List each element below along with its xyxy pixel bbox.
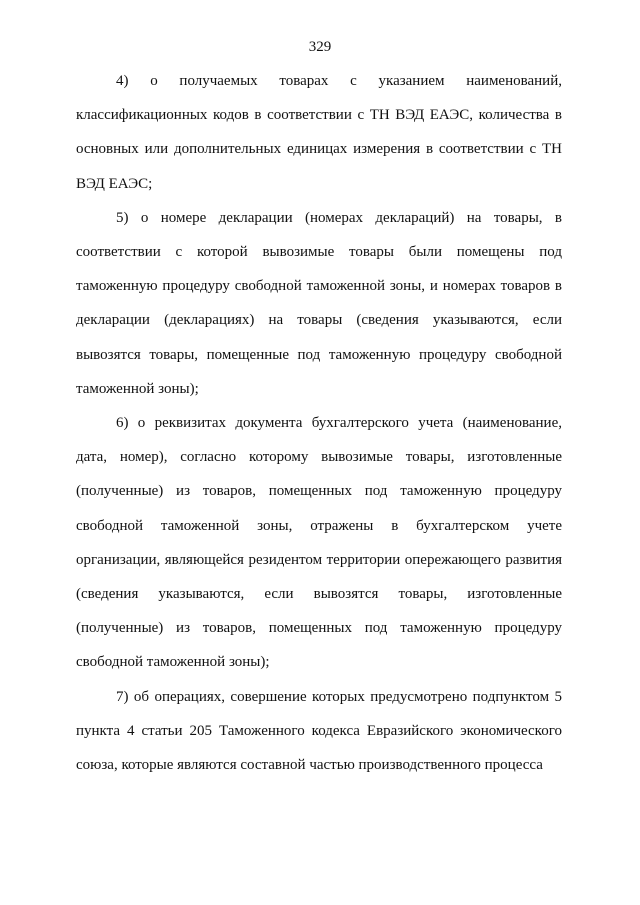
paragraph-item-5: 5) о номере декларации (номерах деклараций) на товары, в соответствии с которой вывозимые товары были помещены под таможенную процедуру свободной таможенной зоны, и номерах товаров в декларации (декларациях) на товары (сведения указываются, если вывозятся товары, помещенные под таможенную процедуру свободной таможенной зоны); (76, 209, 562, 397)
paragraph-item-4: 4) о получаемых товарах с указанием наименований, классификационных кодов в соответствии с ТН ВЭД ЕАЭС, количества в основных или дополнительных единицах измерения в соответствии с ТН ВЭД ЕАЭС; (76, 73, 562, 192)
page-number: 329 (308, 39, 332, 55)
paragraph-item-6: 6) о реквизитах документа бухгалтерского учета (наименование, дата, номер), согласно которому вывозимые товары, изготовленные (полученные) из товаров, помещенных под таможенную процедуру свободной таможенной зоны, отражены в бухгалтерском учете организации, являющейся резидентом территории опережающего развития (сведения указываются, если вывозятся товары, изготовленные (полученные) из товаров, помещенных под таможенную процедуру свободной таможенной зоны); (76, 415, 562, 671)
document-body (76, 64, 562, 782)
paragraph-item-7: 7) об операциях, совершение которых предусмотрено подпунктом 5 пункта 4 статьи 205 Таможенного кодекса Евразийского экономического союза, которые являются составной частью производственного процесса (76, 688, 562, 774)
